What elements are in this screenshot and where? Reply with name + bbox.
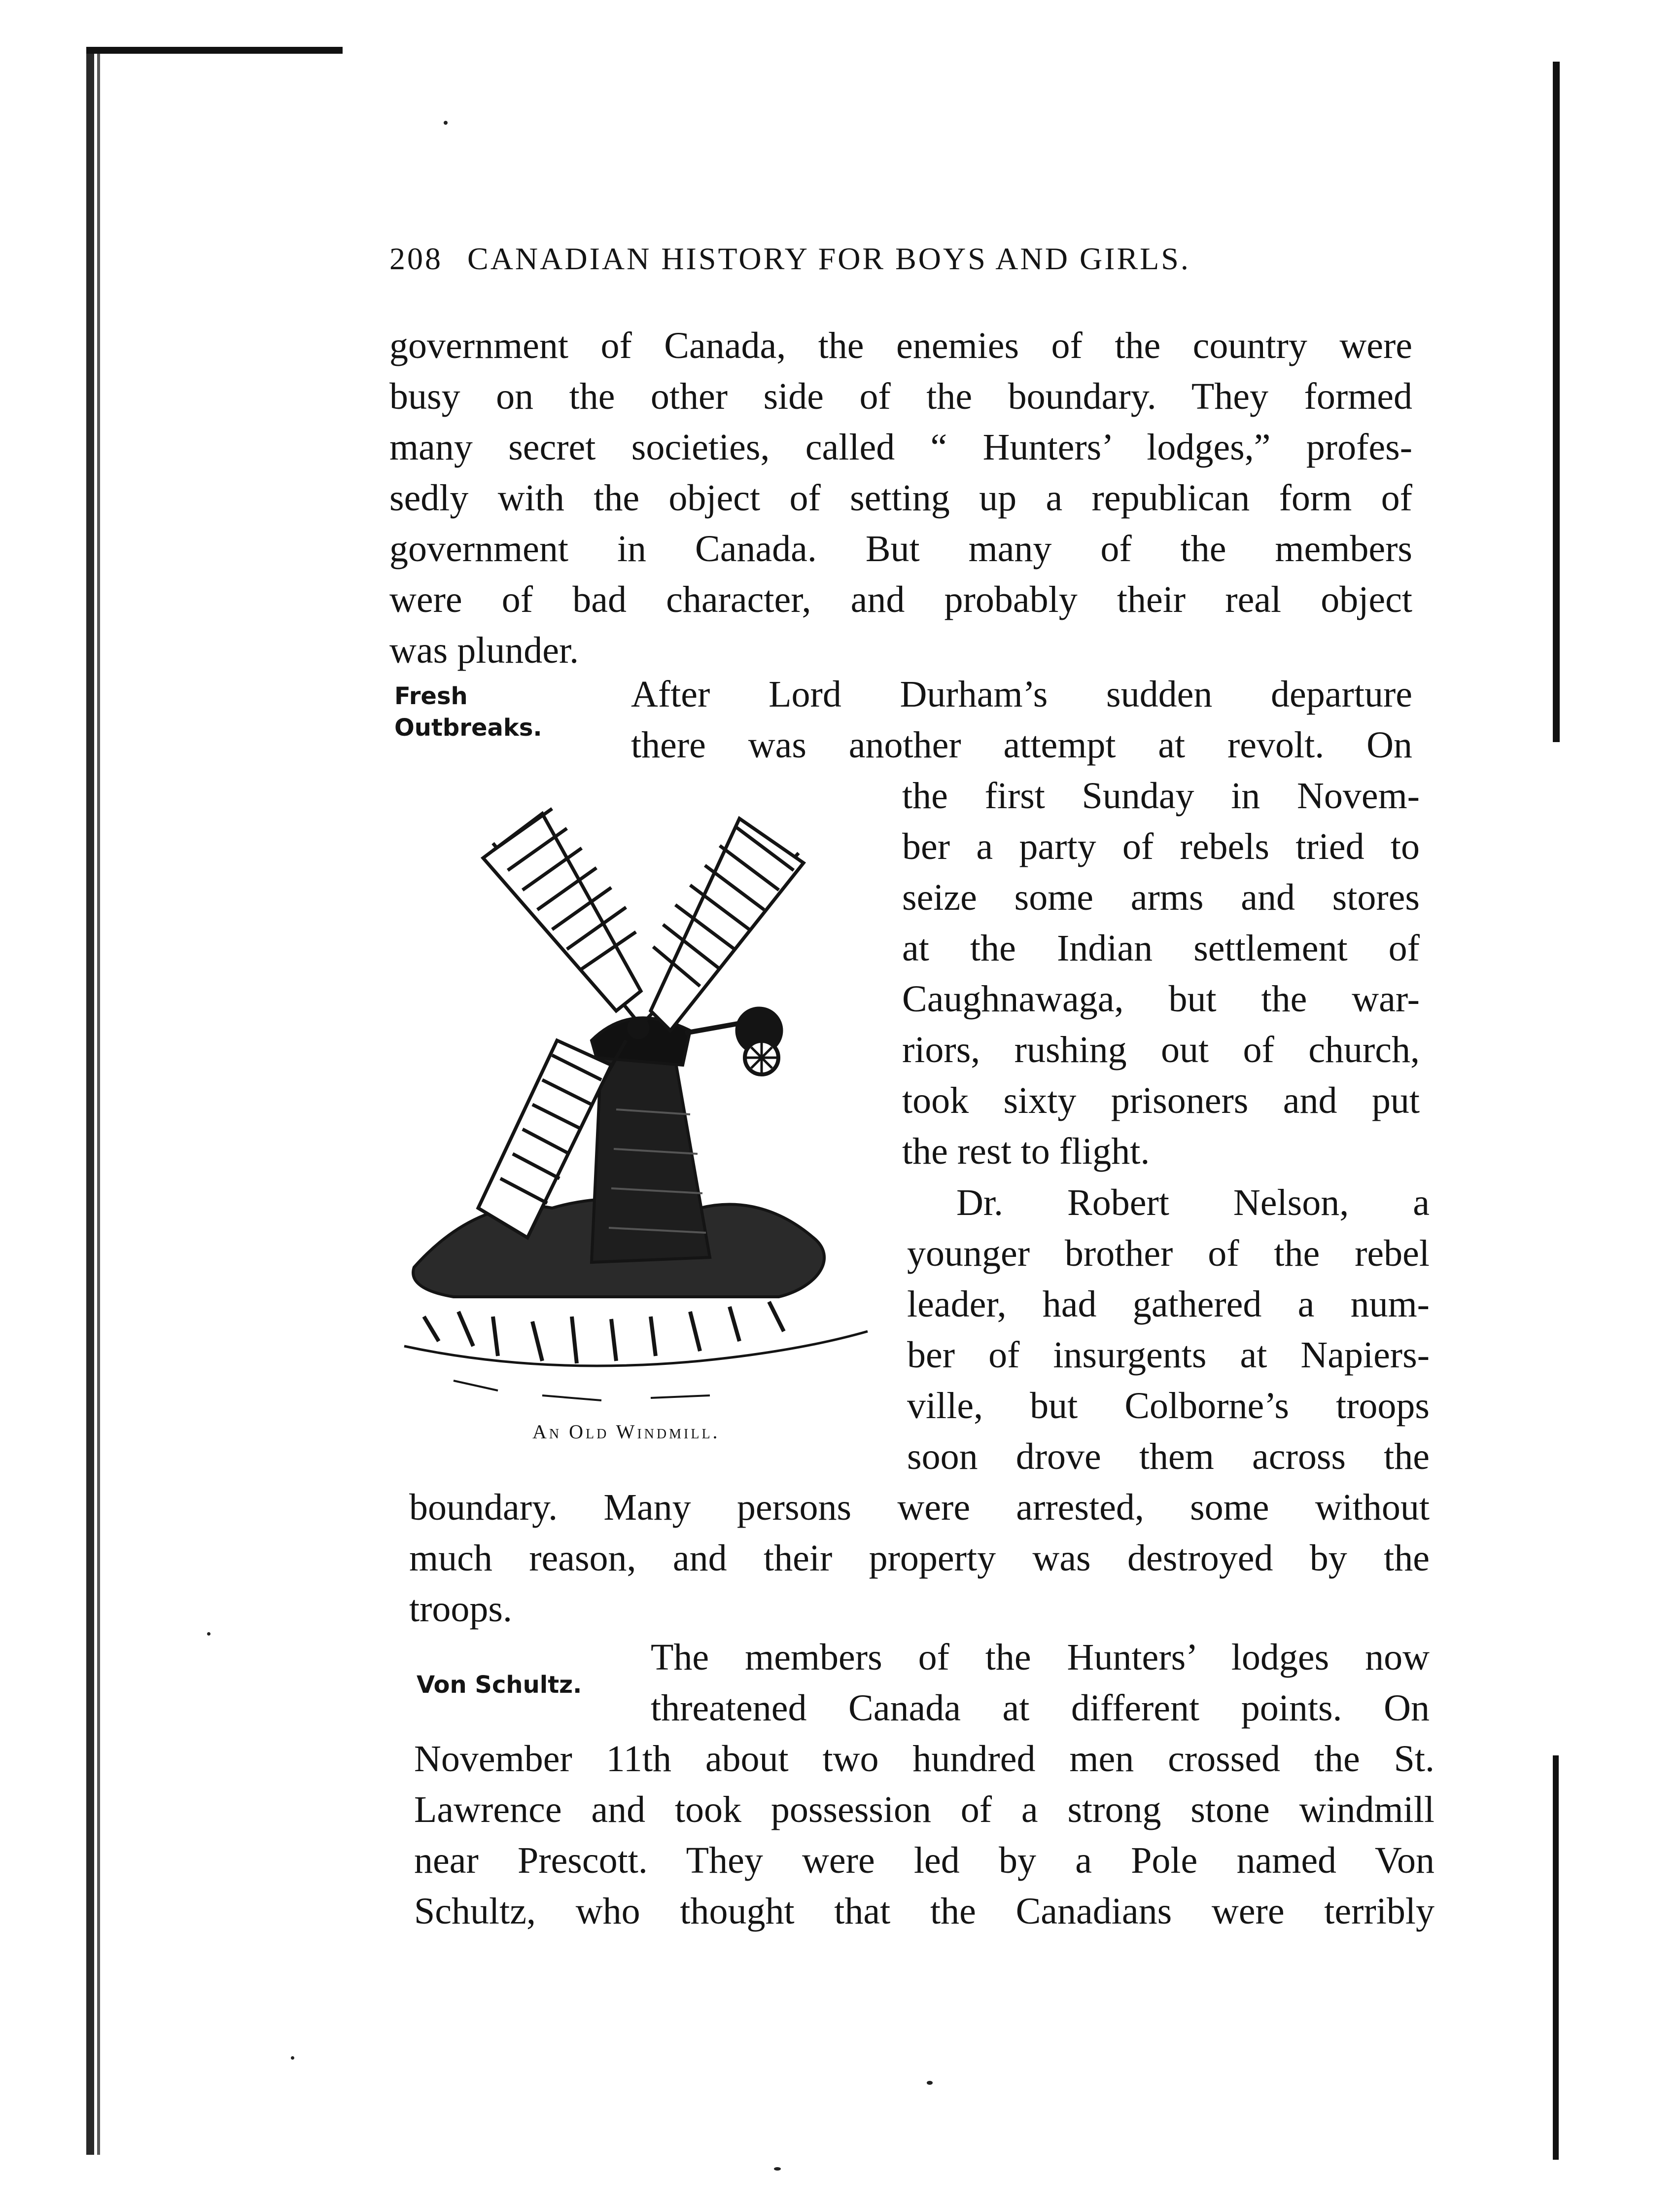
text-line: busy on the other side of the boundary. They formed [389, 376, 1412, 417]
text-line: government in Canada. But many of the members [389, 528, 1412, 570]
paragraph-2-intro [631, 669, 1412, 771]
paragraph-4-intro [651, 1632, 1430, 1734]
paragraph-3-wrap [907, 1177, 1430, 1482]
text-line: Caughnawaga, but the war- [902, 978, 1420, 1020]
scan-speck [774, 2167, 781, 2171]
text-line: troops. [409, 1588, 512, 1630]
binding-edge [86, 49, 106, 2155]
text-line: there was another attempt at revolt. On [631, 724, 1412, 766]
side-note-fresh-outbreaks [394, 680, 542, 744]
text-line: at the Indian settlement of [902, 928, 1420, 969]
text-line: was plunder. [389, 630, 579, 671]
text-line: younger brother of the rebel [907, 1233, 1430, 1274]
windmill-illustration [394, 764, 887, 1415]
paragraph-1 [389, 321, 1412, 676]
text-line: government of Canada, the enemies of the country were [389, 325, 1412, 366]
text-line: The members of the Hunters’ lodges now [651, 1637, 1430, 1678]
right-edge-mark [1553, 62, 1560, 742]
text-line: the first Sunday in Novem- [902, 775, 1420, 817]
text-line: much reason, and their property was destroyed by the [409, 1537, 1430, 1579]
text-line: November 11th about two hundred men crossed the St. [414, 1738, 1434, 1780]
text-line: ber a party of rebels tried to [902, 826, 1420, 867]
paragraph-3-full [409, 1482, 1430, 1635]
paragraph-4-full [414, 1734, 1434, 1937]
side-note-von-schultz: Von Schultz. [417, 1671, 582, 1699]
text-line: Lawrence and took possession of a strong stone windmill [414, 1789, 1434, 1830]
scan-speck [207, 1632, 210, 1636]
windmill-icon [404, 809, 868, 1400]
right-edge-mark-lower [1553, 1755, 1559, 2160]
binding-top-rule [86, 47, 343, 54]
text-line: were of bad character, and probably their real object [389, 579, 1412, 620]
text-line: many secret societies, called “ Hunters’ lodges,” profes- [389, 427, 1412, 468]
text-line: ber of insurgents at Napiers- [907, 1334, 1430, 1376]
text-line: seize some arms and stores [902, 877, 1420, 918]
paragraph-2-wrap [902, 771, 1420, 1177]
text-line: ville, but Colborne’s troops [907, 1385, 1430, 1427]
running-header [389, 241, 1326, 277]
figure-caption: An Old Windmill. [532, 1421, 720, 1443]
page-number: 208 [389, 241, 443, 276]
text-line: sedly with the object of setting up a republican form of [389, 477, 1412, 519]
text-line: Dr. Robert Nelson, a [956, 1182, 1430, 1223]
scan-speck [444, 121, 448, 125]
scan-speck [291, 2056, 294, 2060]
text-line: near Prescott. They were led by a Pole named Von [414, 1840, 1434, 1881]
side-note-line: Outbreaks. [394, 714, 542, 742]
text-line: took sixty prisoners and put [902, 1080, 1420, 1121]
text-line: After Lord Durham’s sudden departure [631, 674, 1412, 715]
text-line: the rest to flight. [902, 1131, 1150, 1172]
running-title: CANADIAN HISTORY FOR BOYS AND GIRLS. [467, 241, 1190, 276]
side-note-line: Fresh [394, 682, 468, 710]
scan-speck [927, 2081, 933, 2085]
text-line: leader, had gathered a num- [907, 1284, 1430, 1325]
text-line: Schultz, who thought that the Canadians were terribly [414, 1891, 1434, 1932]
text-line: soon drove them across the [907, 1436, 1430, 1477]
text-line: riors, rushing out of church, [902, 1029, 1420, 1070]
text-line: boundary. Many persons were arrested, some without [409, 1487, 1430, 1528]
text-line: threatened Canada at different points. On [651, 1687, 1430, 1729]
